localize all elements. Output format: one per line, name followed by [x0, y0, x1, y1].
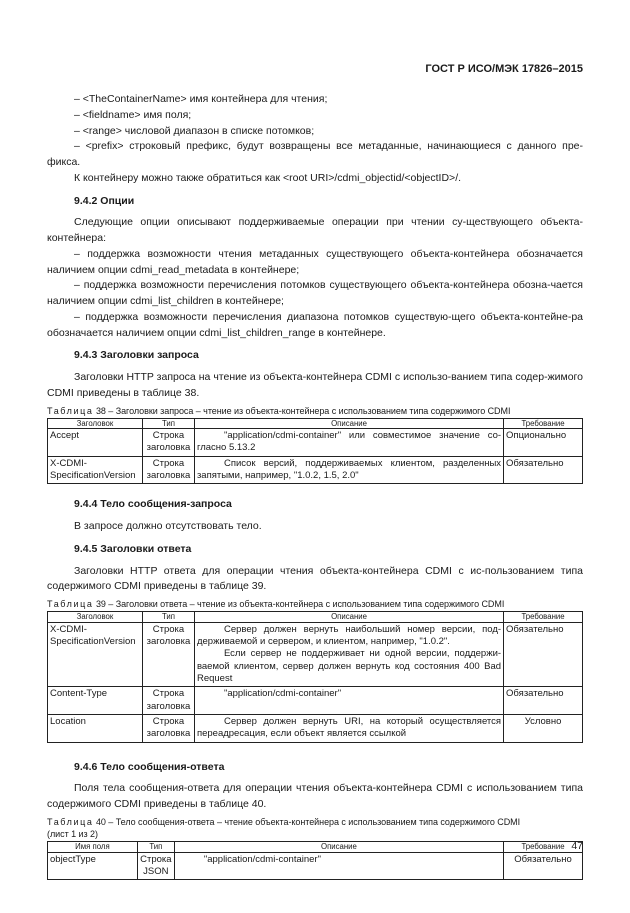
paragraph: К контейнеру можно также обратиться как <root URI>/cdmi_objectid/<objectID>/. [74, 171, 462, 184]
column-header: Тип [137, 842, 174, 852]
column-header: Требование [504, 612, 583, 622]
page-content [47, 92, 583, 880]
list-item: – <range> числовой диапазон в списке потомков; [74, 124, 315, 137]
list-item: – <fieldname> имя поля; [74, 108, 192, 121]
column-header: Описание [194, 612, 503, 622]
table-caption: Таблица 39 – Заголовки ответа – чтение из объекта-контейнера с использованием типа содержимого CDMI [47, 599, 505, 610]
table-row: X-CDMI-SpecificationVersion Строка заголовка Список версий, поддерживаемых клиентом, разделенных запятыми, например, "1.0.2, 1.5, 2.0" Обязательно [48, 456, 583, 484]
table-row: Accept Строка заголовка "application/cdmi-container" или совместимое значение со-гласно 5.13.2 Опционально [48, 428, 583, 456]
table-38 [47, 418, 583, 485]
paragraph: Заголовки HTTP ответа для операции чтения объекта-контейнера CDMI с ис-пользованием типа содержимого CDMI приведены в таблице 39. [47, 564, 583, 593]
table-caption: Таблица 38 – Заголовки запроса – чтение из объекта-контейнера с использованием типа содержимого CDMI [47, 405, 511, 416]
column-header: Заголовок [48, 418, 143, 428]
column-header: Тип [142, 612, 194, 622]
table-39 [47, 611, 583, 742]
table-row: objectType Строка JSON "application/cdmi-container" Обязательно [48, 852, 583, 880]
column-header: Требование [504, 418, 583, 428]
list-item: – <prefix> строковый префикс, будут возвращены все метаданные, начинающиеся с данного пре-фикса. [47, 140, 583, 168]
section-heading-9-4-5: 9.4.5 Заголовки ответа [74, 542, 192, 555]
table-caption: Таблица 40 – Тело сообщения-ответа – чтение объекта-контейнера с использованием типа содержимого CDMI (лист 1 из 2) [47, 816, 521, 840]
column-header: Описание [174, 842, 503, 852]
section-heading-9-4-3: 9.4.3 Заголовки запроса [74, 349, 199, 362]
column-header: Требование [504, 842, 583, 852]
list-item: – <TheContainerName> имя контейнера для чтения; [74, 93, 328, 105]
column-header: Тип [142, 418, 194, 428]
list-item: – поддержка возможности перечисления потомков существующего объекта-контейнера обозна-чается наличием опции cdmi_list_children в контейнере; [47, 279, 583, 307]
column-header: Описание [194, 418, 503, 428]
table-row: Location Строка заголовка Сервер должен вернуть URI, на который осуществляется переадресация, если объект является ссылкой Условно [48, 715, 583, 743]
paragraph: Следующие опции описывают поддерживаемые операции при чтении су-ществующего объекта-контейнера: [47, 216, 583, 244]
document-header: ГОСТ Р ИСО/МЭК 17826–2015 [425, 63, 583, 75]
list-item: – поддержка возможности чтения метаданных существующего объекта-контейнера обозначается наличием опции cdmi_read_metadata в контейнере; [47, 247, 583, 276]
list-item: – поддержка возможности перечисления диапазона потомков существую-щего объекта-контейне-ра обозначается наличием опции cdmi_list_children_range в контейнере. [47, 310, 583, 339]
page-number: 47 [571, 840, 583, 852]
paragraph: Поля тела сообщения-ответа для операции чтения объекта-контейнера CDMI с использованием типа содержимого CDMI приведены в таблице 40. [47, 782, 583, 811]
paragraph: Заголовки HTTP запроса на чтение из объекта-контейнера CDMI с использо-ванием типа содер-жимого CDMI приведены в таблице 38. [47, 371, 583, 399]
table-row: Content-Type Строка заголовка "application/cdmi-container" Обязательно [48, 687, 583, 715]
paragraph: В запросе должно отсутствовать тело. [74, 520, 262, 533]
table-40 [47, 841, 583, 880]
column-header: Имя поля [48, 842, 138, 852]
table-row: X-CDMI-SpecificationVersion Строка заголовка Сервер должен вернуть наибольший номер версии, под-держиваемой и сервером, и клиентом, например, "1.0.2". Если сервер не поддерживает ни одной версии, поддержи-ваемой клиентом, сервер должен вернуть код состояния 400 Bad Request Обязательно [48, 622, 583, 687]
section-heading-9-4-6: 9.4.6 Тело сообщения-ответа [74, 760, 225, 773]
section-heading-9-4-2: 9.4.2 Опции [74, 194, 135, 207]
column-header: Заголовок [48, 612, 143, 622]
section-heading-9-4-4: 9.4.4 Тело сообщения-запроса [74, 498, 232, 511]
